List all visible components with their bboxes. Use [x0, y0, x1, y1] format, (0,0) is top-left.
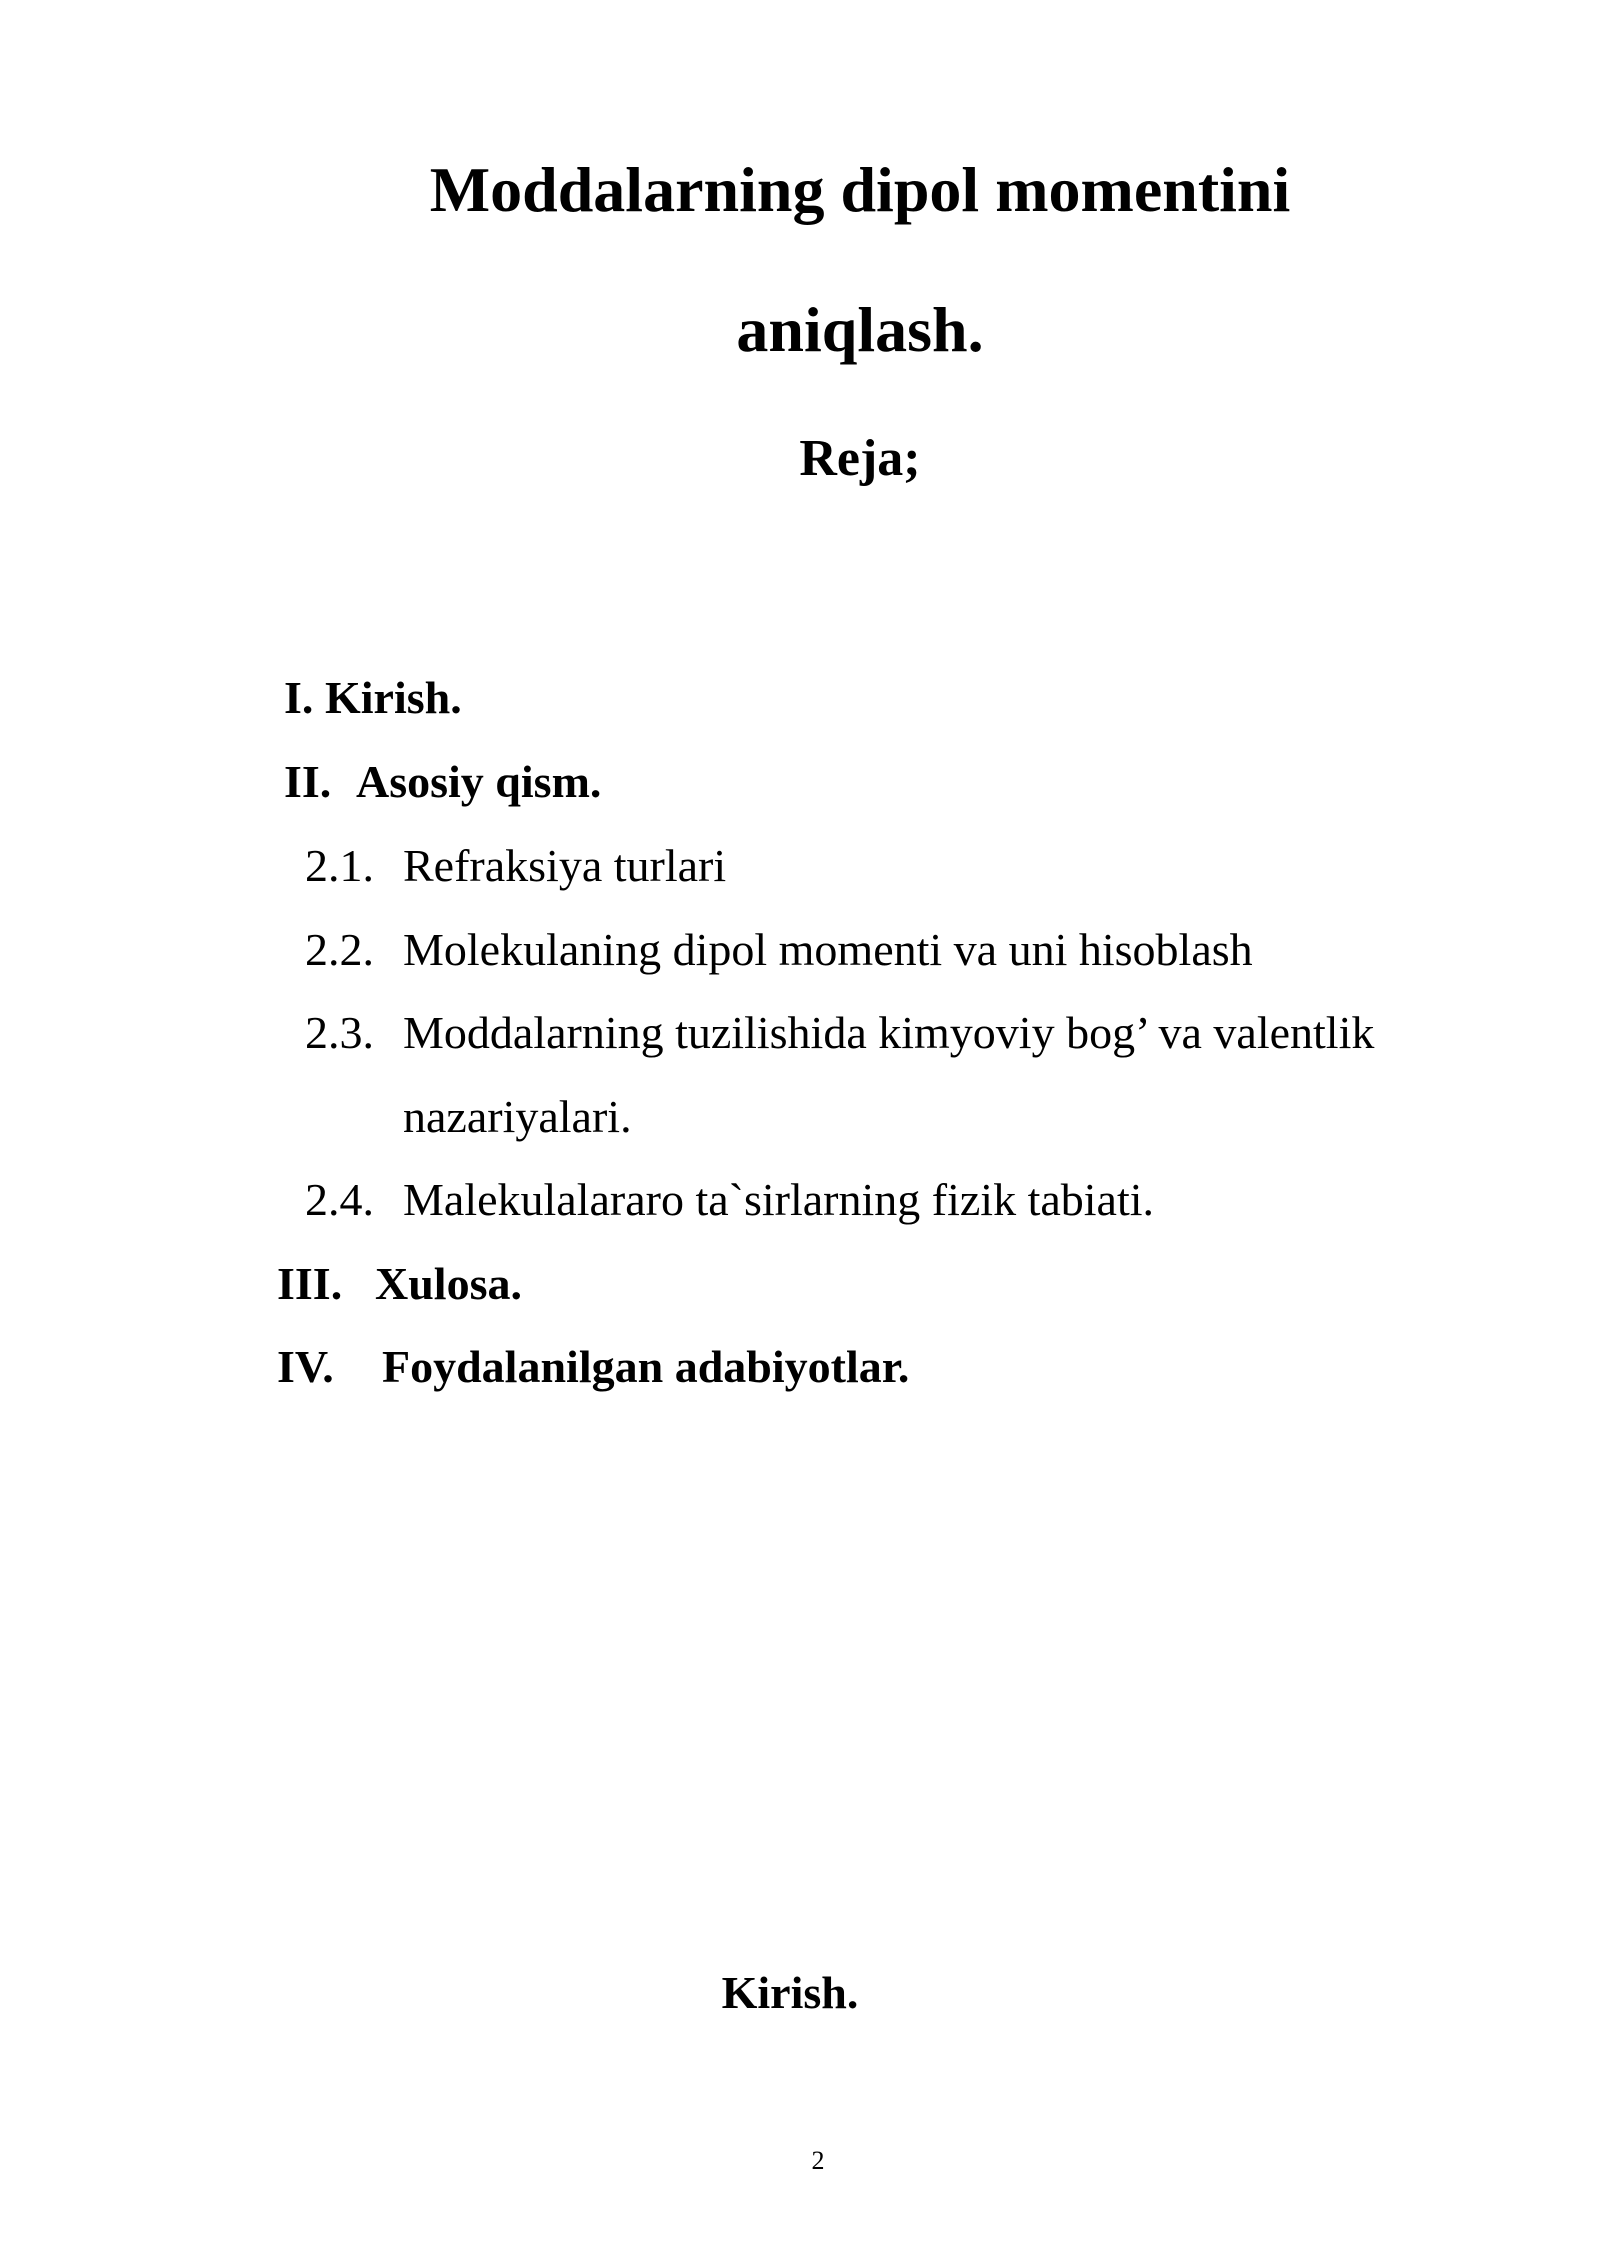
toc-item-text: Kirish.: [325, 672, 462, 723]
toc-item-text: Malekulalararo ta`sirlarning fizik tabiati.: [403, 1174, 1155, 1225]
toc-item-number: II.: [284, 756, 332, 807]
toc-item-number: 2.2.: [305, 924, 374, 975]
document-title-line-1: Moddalarning dipol momentini: [429, 154, 1291, 225]
toc-item-text: Foydalanilgan adabiyotlar.: [382, 1341, 910, 1392]
toc-item-number: 2.4.: [305, 1174, 374, 1225]
toc-item-text: Refraksiya turlari: [403, 840, 727, 891]
toc-item-text-continuation: nazariyalari.: [403, 1091, 632, 1142]
toc-item-text: Asosiy qism.: [356, 756, 602, 807]
toc-item-text: Xulosa.: [375, 1258, 522, 1309]
toc-item-number: III.: [277, 1258, 343, 1309]
toc-item-text: Moddalarning tuzilishida kimyoviy bog’ va valentlik: [403, 1007, 1375, 1058]
toc-item-number: IV.: [277, 1341, 334, 1392]
toc-item-number: 2.3.: [305, 1007, 374, 1058]
page-number: 2: [811, 2146, 825, 2175]
toc-item-text: Molekulaning dipol momenti va uni hisoblash: [403, 924, 1253, 975]
plan-heading: Reja;: [799, 430, 921, 487]
section-heading-introduction: Kirish.: [721, 1967, 859, 2018]
toc-item-number: 2.1.: [305, 840, 374, 891]
document-title-line-2: aniqlash.: [736, 294, 984, 365]
toc-item-number: I.: [284, 672, 314, 723]
